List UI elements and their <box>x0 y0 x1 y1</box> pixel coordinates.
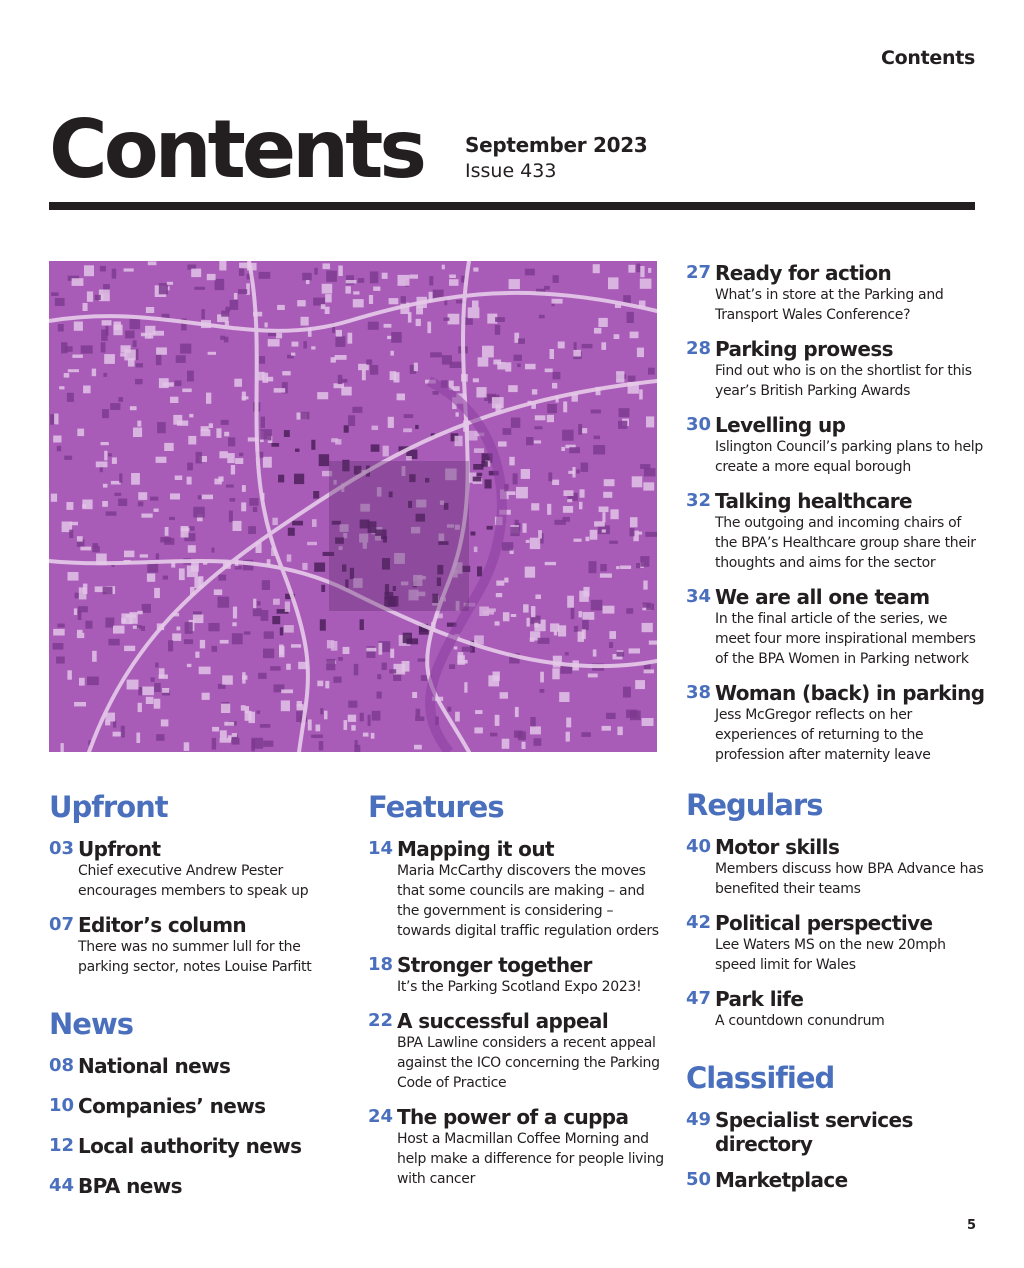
entry-description: It’s the Parking Scotland Expo 2023! <box>397 979 642 995</box>
entry-title: Levelling up <box>715 413 846 437</box>
entry-title: The power of a cuppa <box>397 1105 629 1129</box>
entry-description: Host a Macmillan Coffee Morning and help make a difference for people living with cancer <box>397 1131 664 1187</box>
entry-description: Jess McGregor reflects on her experiences of returning to the profession after maternity leave <box>715 707 931 763</box>
toc-entry[interactable] <box>686 337 986 401</box>
features-column <box>368 788 668 1201</box>
entry-title: Local authority news <box>78 1134 302 1158</box>
toc-entry[interactable] <box>368 1105 668 1189</box>
entry-title: National news <box>78 1054 231 1078</box>
issue-number: Issue 433 <box>465 160 557 182</box>
page-number: 42 <box>686 912 712 933</box>
entry-title: A successful appeal <box>397 1009 609 1033</box>
title-rule <box>49 202 975 210</box>
toc-entry[interactable] <box>368 1009 668 1093</box>
page-number: 49 <box>686 1109 712 1130</box>
upfront-column <box>49 788 349 1214</box>
page-number: 38 <box>686 682 712 703</box>
toc-entry[interactable] <box>49 1134 349 1158</box>
entry-title: Political perspective <box>715 911 933 935</box>
toc-entry[interactable] <box>686 911 986 975</box>
entry-title: Upfront <box>78 837 161 861</box>
entry-title: Specialist services directory <box>715 1108 913 1156</box>
entry-title: Ready for action <box>715 261 892 285</box>
page-number: 18 <box>368 954 394 975</box>
entry-description: A countdown conundrum <box>715 1013 885 1029</box>
page-number: 28 <box>686 338 712 359</box>
entry-description: Maria McCarthy discovers the moves that some councils are making – and the government is considering – towards digital traffic regulation orders <box>397 863 659 939</box>
entry-title: We are all one team <box>715 585 930 609</box>
entry-description: The outgoing and incoming chairs of the BPA’s Healthcare group share their thoughts and aims for the sector <box>715 515 976 571</box>
section-heading-news: News <box>49 1007 133 1041</box>
section-heading-classified: Classified <box>686 1061 835 1095</box>
page-number: 44 <box>49 1175 75 1196</box>
page-number: 24 <box>368 1106 394 1127</box>
page-number: 40 <box>686 836 712 857</box>
entry-description: Chief executive Andrew Pester encourages members to speak up <box>78 863 309 899</box>
page-number: 32 <box>686 490 712 511</box>
toc-entry[interactable] <box>49 1094 349 1118</box>
entry-title: Marketplace <box>715 1168 848 1192</box>
toc-entry[interactable] <box>49 1174 349 1198</box>
page-number: 12 <box>49 1135 75 1156</box>
toc-entry[interactable] <box>49 837 349 901</box>
page-number: 34 <box>686 586 712 607</box>
page-number: 50 <box>686 1169 712 1190</box>
entry-description: BPA Lawline considers a recent appeal against the ICO concerning the Parking Code of Practice <box>397 1035 660 1091</box>
entry-title: Stronger together <box>397 953 592 977</box>
issue-date: September 2023 <box>465 133 648 157</box>
page-number: 27 <box>686 262 712 283</box>
entry-title: Mapping it out <box>397 837 554 861</box>
entry-description: Members discuss how BPA Advance has benefited their teams <box>715 861 984 897</box>
entry-description: There was no summer lull for the parking sector, notes Louise Parfitt <box>78 939 312 975</box>
toc-entry[interactable] <box>686 1108 986 1156</box>
toc-entry[interactable] <box>49 1054 349 1078</box>
page-title: Contents <box>49 103 423 196</box>
features-continued-column <box>686 261 986 777</box>
page-number: 03 <box>49 838 75 859</box>
entry-title: Companies’ news <box>78 1094 266 1118</box>
entry-title: Park life <box>715 987 804 1011</box>
toc-entry[interactable] <box>368 837 668 941</box>
page-number: 22 <box>368 1010 394 1031</box>
entry-title: BPA news <box>78 1174 182 1198</box>
page-number: 30 <box>686 414 712 435</box>
toc-entry[interactable] <box>686 489 986 573</box>
section-heading-regulars: Regulars <box>686 788 823 822</box>
entry-title: Motor skills <box>715 835 840 859</box>
entry-description: What’s in store at the Parking and Transport Wales Conference? <box>715 287 944 323</box>
page-folio: 5 <box>966 1218 976 1233</box>
entry-description: Islington Council’s parking plans to help create a more equal borough <box>715 439 983 475</box>
toc-entry[interactable] <box>686 413 986 477</box>
toc-entry[interactable] <box>49 913 349 977</box>
toc-entry[interactable] <box>686 835 986 899</box>
city-aerial-map-image <box>49 261 657 752</box>
page-number: 07 <box>49 914 75 935</box>
toc-entry[interactable] <box>686 585 986 669</box>
toc-entry[interactable] <box>368 953 668 997</box>
toc-entry[interactable] <box>686 1168 986 1192</box>
entry-title: Talking healthcare <box>715 489 913 513</box>
page-number: 08 <box>49 1055 75 1076</box>
page-number: 14 <box>368 838 394 859</box>
entry-title: Parking prowess <box>715 337 893 361</box>
toc-entry[interactable] <box>686 261 986 325</box>
section-heading-upfront: Upfront <box>49 790 168 824</box>
section-heading-features: Features <box>368 790 504 824</box>
toc-entry[interactable] <box>686 681 986 765</box>
entry-description: Find out who is on the shortlist for this year’s British Parking Awards <box>715 363 972 399</box>
entry-description: Lee Waters MS on the new 20mph speed limit for Wales <box>715 937 946 973</box>
entry-title: Editor’s column <box>78 913 247 937</box>
regulars-column <box>686 786 986 1204</box>
running-head: Contents <box>880 47 975 69</box>
entry-description: In the final article of the series, we meet four more inspirational members of the BPA Women in Parking network <box>715 611 976 667</box>
entry-title: Woman (back) in parking <box>715 681 985 705</box>
toc-entry[interactable] <box>686 987 986 1031</box>
page-number: 10 <box>49 1095 75 1116</box>
page-number: 47 <box>686 988 712 1009</box>
